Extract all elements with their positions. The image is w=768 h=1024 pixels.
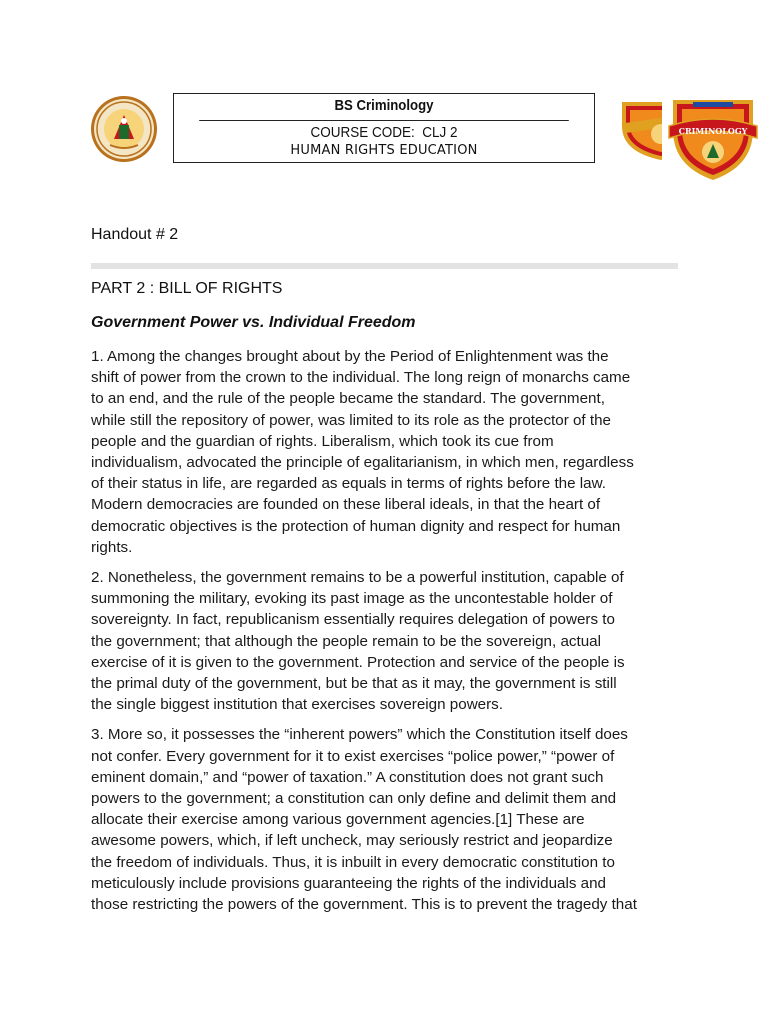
text-line: the government; that although the people remain to be the sovereign, actual	[91, 632, 601, 650]
text-line: 2. Nonetheless, the government remains to be a powerful institution, capable of	[91, 569, 624, 587]
text-line: not confer. Every government for it to exist exercises “police power,” “power of	[91, 747, 615, 765]
paragraph-1	[91, 346, 681, 558]
text-line: eminent domain,” and “power of taxation.” A constitution does not grant such	[91, 768, 604, 786]
text-line: 3. More so, it possesses the “inherent powers” which the Constitution itself does	[91, 726, 628, 744]
text-line: while still the repository of power, was limited to its role as the protector of the	[91, 411, 611, 429]
course-title: HUMAN RIGHTS EDUCATION	[290, 143, 478, 158]
school-seal-logo	[90, 95, 158, 163]
text-line: the freedom of individuals. Thus, it is inbuilt in every democratic constitution to	[91, 853, 615, 871]
paragraph-2	[91, 567, 681, 715]
criminology-seal-logo	[665, 96, 761, 180]
text-line: rights.	[91, 538, 133, 556]
text-line: 1. Among the changes brought about by the Period of Enlightenment was the	[91, 348, 609, 365]
paragraph-3	[91, 724, 681, 915]
text-line: sovereignty. In fact, republicanism essentially requires delegation of powers to	[91, 611, 615, 629]
criminology-seal-partial-logo	[616, 96, 662, 160]
text-line: powers to the government; a constitution can only define and delimit them and	[91, 790, 617, 808]
section-subheading: Government Power vs. Individual Freedom	[91, 314, 416, 331]
text-line: of their status in life, are regarded as equals in terms of rights before the law.	[91, 475, 606, 493]
text-line: individualism, advocated the principle of egalitarianism, in which men, regardless	[91, 454, 634, 472]
handout-number: Handout # 2	[91, 226, 179, 243]
text-line: exercise of it is given to the government. Protection and service of the people is	[91, 653, 625, 671]
text-line: people and the guardian of rights. Liberalism, which took its cue from	[91, 432, 554, 450]
text-line: to an end, and the rule of the people became the standard. The government,	[91, 390, 605, 408]
text-line: those restricting the powers of the government. This is to prevent the tragedy that	[91, 896, 637, 914]
course-header-table	[173, 93, 595, 163]
text-line: Modern democracies are founded on these liberal ideals, in that the heart of	[91, 496, 601, 514]
text-line: the primal duty of the government, but be that as it may, the government is still	[91, 675, 617, 693]
program-name: BS Criminology	[199, 94, 569, 121]
text-line: awesome powers, which, if left uncheck, may seriously restrict and jeopardize	[91, 832, 613, 850]
text-line: shift of power from the crown to the individual. The long reign of monarchs came	[91, 369, 631, 387]
text-line: meticulously include provisions guaranteeing the rights of the individuals and	[91, 874, 606, 892]
seal-text: CRIMINOLOGY	[678, 126, 748, 136]
body-text	[91, 346, 681, 924]
text-line: summoning the military, evoking its past image as the uncontestable holder of	[91, 590, 613, 608]
course-code: COURSE CODE: CLJ 2	[310, 124, 458, 141]
section-divider	[91, 263, 678, 269]
part-heading: PART 2 : BILL OF RIGHTS	[91, 280, 283, 297]
text-line: the single biggest institution that exercises sovereign powers.	[91, 696, 503, 714]
text-line: democratic objectives is the protection of human dignity and respect for human	[91, 517, 621, 535]
course-info-cell	[174, 121, 594, 160]
text-line: allocate their exercise among various government agencies.[1] These are	[91, 811, 585, 829]
